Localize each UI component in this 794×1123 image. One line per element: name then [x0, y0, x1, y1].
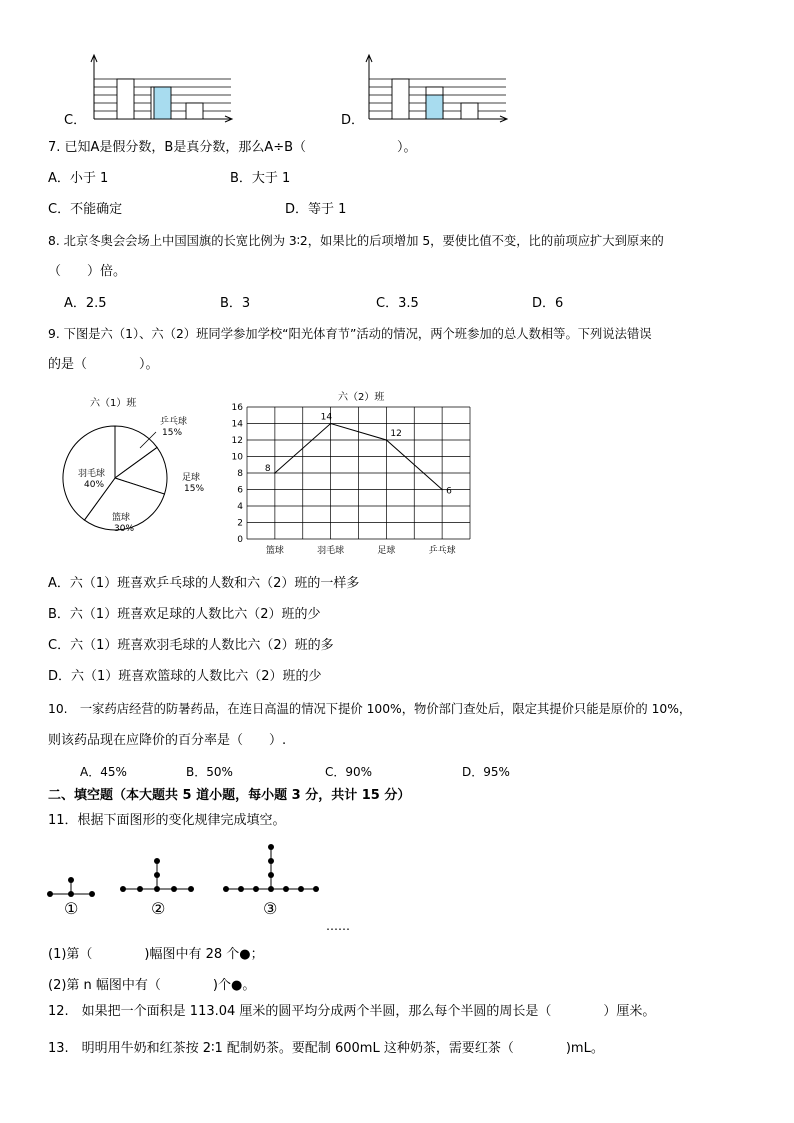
q13-stem: 13. 明明用牛奶和红茶按 2∶1 配制奶茶。要配制 600mL 这种奶茶，需要红茶（ )mL。	[48, 1041, 604, 1056]
q7-option-b: B．大于 1	[230, 171, 291, 186]
dot	[154, 858, 160, 864]
pie-label-3: 篮球	[112, 513, 131, 523]
q8-stem-line2: （ ）倍。	[48, 264, 127, 279]
dot	[283, 886, 289, 892]
q7-stem: 7. 已知A是假分数，B是真分数，那么A÷B（ ）。	[48, 140, 417, 155]
data-label: 14	[320, 412, 333, 423]
q10-option-b: B．50%	[186, 765, 233, 779]
q8-stem-line1: 8. 北京冬奥会会场上中国国旗的长宽比例为 3∶2，如果比的后项增加 5，要使比值不变，比的前项应扩大到原来的	[48, 234, 664, 248]
figure-label-2: ②	[151, 899, 166, 918]
dot	[223, 886, 229, 892]
dot	[268, 886, 274, 892]
q10-stem-line2: 则该药品现在应降价的百分率是（ ）.	[48, 733, 287, 748]
dot-patterns	[47, 844, 319, 897]
q9-option-a: A．六（1）班喜欢乒乓球的人数和六（2）班的一样多	[48, 576, 360, 591]
pie-label-2: 足球	[182, 473, 201, 483]
dot	[238, 886, 244, 892]
q10-option-a: A．45%	[80, 765, 127, 779]
figure-label-1: ①	[64, 899, 79, 918]
y-tick-label: 10	[231, 452, 243, 463]
dot	[47, 891, 53, 897]
q9-option-b: B．六（1）班喜欢足球的人数比六（2）班的少	[48, 607, 321, 622]
y-tick-label: 2	[237, 518, 243, 529]
q7-option-a: A．小于 1	[48, 171, 109, 186]
dot	[120, 886, 126, 892]
q9-option-c: C．六（1）班喜欢羽毛球的人数比六（2）班的多	[48, 638, 334, 653]
y-tick-label: 14	[231, 419, 243, 430]
data-label: 6	[446, 486, 452, 497]
dot	[137, 886, 143, 892]
dot	[268, 844, 274, 850]
pie-title: 六（1）班	[90, 398, 137, 409]
option-d-label: D．	[341, 113, 365, 128]
line-chart-title: 六（2）班	[338, 392, 385, 403]
pie-label-1: 乒乓球	[160, 417, 188, 427]
dot	[188, 886, 194, 892]
dot	[298, 886, 304, 892]
data-label: 8	[264, 464, 271, 474]
q11-stem: 11．根据下面图形的变化规律完成填空。	[48, 813, 286, 828]
q11-sub2: (2)第 n 幅图中有（ )个●。	[48, 978, 256, 993]
y-tick-label: 8	[237, 469, 243, 479]
figure-label-3: ③	[263, 899, 278, 918]
q9-stem-line2: 的是（ ）。	[48, 357, 159, 372]
pie-percent-4: 40%	[84, 480, 105, 490]
q11-sub1: (1)第（ )幅图中有 28 个●；	[48, 947, 264, 962]
dot	[253, 886, 259, 892]
q9-option-d: D．六（1）班喜欢篮球的人数比六（2）班的少	[48, 669, 322, 684]
dot	[268, 858, 274, 864]
ellipsis: ……	[326, 919, 350, 933]
dot	[171, 886, 177, 892]
q8-option-c: C．3.5	[376, 296, 419, 311]
q8-option-a: A．2.5	[64, 296, 107, 311]
q10-option-d: D．95%	[462, 765, 510, 779]
dot	[268, 872, 274, 878]
q9-stem-line1: 9. 下图是六（1）、六（2）班同学参加学校“阳光体育节”活动的情况，两个班参加的总人数相等。下列说法错误	[48, 327, 652, 341]
q10-stem-line1: 10. 一家药店经营的防暑药品，在连日高温的情况下提价 100%，物价部门查处后，限定其提价只能是原价的 10%，	[48, 702, 692, 716]
y-tick-label: 0	[237, 535, 243, 545]
data-label: 12	[390, 429, 402, 439]
dot	[154, 872, 160, 878]
option-c-label: C．	[64, 113, 87, 128]
x-tick-label: 足球	[377, 546, 396, 556]
q7-option-d: D．等于 1	[285, 202, 347, 217]
q7-option-c: C．不能确定	[48, 202, 123, 217]
dot	[89, 891, 95, 897]
dot	[313, 886, 319, 892]
x-tick-label: 羽毛球	[317, 546, 345, 556]
q8-option-b: B．3	[220, 296, 251, 311]
pie-label-4: 羽毛球	[78, 469, 106, 479]
dot	[68, 877, 74, 883]
pie-percent-1: 15%	[162, 428, 183, 438]
pie-percent-2: 15%	[184, 484, 205, 494]
x-tick-label: 乒乓球	[428, 546, 456, 556]
q10-option-c: C．90%	[325, 765, 373, 779]
y-tick-label: 12	[231, 436, 243, 446]
pie-percent-3: 30%	[114, 524, 135, 534]
dot	[154, 886, 160, 892]
y-tick-label: 16	[231, 403, 243, 413]
y-tick-label: 6	[237, 485, 243, 496]
x-tick-label: 篮球	[265, 546, 284, 556]
section-2-heading: 二、填空题（本大题共 5 道小题，每小题 3 分，共计 15 分）	[48, 788, 411, 803]
y-tick-label: 4	[237, 502, 243, 512]
dot	[68, 891, 74, 897]
q8-option-d: D．6	[532, 296, 564, 311]
q12-stem: 12. 如果把一个面积是 113.04 厘米的圆平均分成两个半圆，那么每个半圆的周长是（ ）厘米。	[48, 1004, 656, 1019]
